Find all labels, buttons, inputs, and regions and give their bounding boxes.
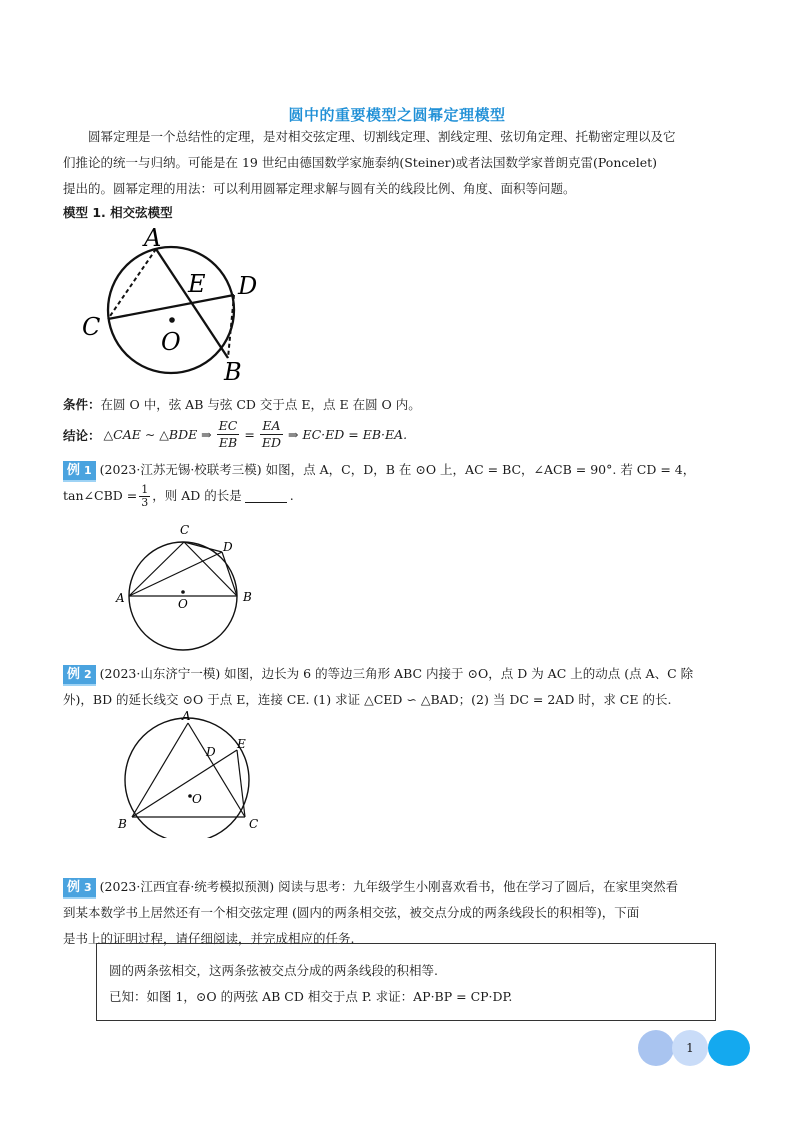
label-o: O: [178, 597, 188, 611]
example-2-line-1: (2023·山东济宁一模) 如图，边长为 6 的等边三角形 ABC 内接于 ⊙O，点 D 为 AC 上的动点 (点 A、C 除: [99, 666, 694, 681]
label-a: A: [144, 224, 162, 252]
label-d: D: [238, 272, 258, 300]
theorem-box-line-1: 圆的两条弦相交，这两条弦被交点分成的两条线段的积相等.: [109, 963, 438, 978]
label-c: C: [82, 313, 101, 341]
example-number: 3: [84, 881, 92, 894]
example-number: 2: [84, 668, 92, 681]
figure-intersecting-chords: [78, 222, 268, 387]
label-d: D: [223, 540, 233, 554]
fraction-numerator: EA: [262, 418, 281, 433]
segment-db: [228, 295, 234, 358]
figure-example-2: [112, 710, 272, 838]
example-tag-label: 例: [67, 667, 81, 682]
example-number: 1: [84, 464, 92, 477]
chord-cd: [108, 295, 234, 319]
example-tag: [63, 665, 96, 686]
label-c: C: [180, 523, 190, 537]
conclusion-label: 结论：: [63, 427, 101, 443]
intro-line-1: 圆幂定理是一个总结性的定理，是对相交弦定理、切割线定理、割线定理、弦切角定理、托勒密定理以及它: [88, 129, 676, 144]
example-tag-label: 例: [67, 880, 81, 895]
example-tag: [63, 461, 96, 482]
condition: [63, 395, 421, 413]
page-title: 圆中的重要模型之圆幂定理模型: [288, 106, 506, 124]
segment-ad: [129, 552, 222, 596]
label-d: D: [206, 745, 216, 759]
label-b: B: [224, 358, 242, 386]
example-2: [63, 661, 733, 713]
label-e: E: [188, 270, 206, 298]
example-1-question: ，则 AD 的长是: [152, 488, 242, 503]
figure-example-1: [112, 520, 262, 660]
label-a: A: [182, 710, 191, 723]
page-badge-circle-left: [638, 1030, 674, 1066]
segment-ec: [237, 750, 245, 817]
fraction-denominator: 3: [141, 495, 149, 509]
fraction-ea-ed: [260, 418, 283, 451]
conclusion: [63, 418, 407, 451]
segment-db: [222, 552, 237, 596]
conclusion-part2: ⇒ EC·ED = EB·EA.: [288, 427, 408, 442]
fraction-one-third: [139, 484, 150, 509]
example-3: [63, 874, 733, 952]
segment-ac: [129, 542, 184, 596]
condition-text: 在圆 O 中，弦 AB 与弦 CD 交于点 E，点 E 在圆 O 内。: [100, 397, 421, 412]
center-point: [169, 317, 175, 323]
example-3-line-1: (2023·江西宜春·统考模拟预测) 阅读与思考：九年级学生小刚喜欢看书，他在学习了圆后，在家里突然看: [99, 879, 679, 894]
label-c: C: [249, 817, 259, 831]
example-3-line-2: 到某本数学书上居然还有一个相交弦定理 (圆内的两条相交弦，被交点分成的两条线段长的积相等)，下面: [63, 905, 640, 920]
answer-blank[interactable]: [245, 490, 287, 503]
label-e: E: [237, 737, 246, 751]
intro-line-2: 们推论的统一与归纳。可能是在 19 世纪由德国数学家施泰纳(Steiner)或者法国数学家普朗克雷(Poncelet): [63, 155, 658, 170]
page-number: 1: [672, 1030, 708, 1066]
example-tag: [63, 878, 96, 899]
label-b: B: [243, 590, 252, 604]
page-badge-circle-right: [708, 1030, 750, 1066]
fraction-denominator: ED: [261, 435, 282, 450]
label-o: O: [161, 328, 181, 356]
period: .: [289, 488, 294, 503]
example-3-line-3: 是书上的证明过程，请仔细阅读，并完成相应的任务.: [63, 931, 355, 946]
example-1: [63, 457, 733, 509]
center-point: [181, 590, 185, 594]
example-tag-label: 例: [67, 463, 81, 478]
example-2-line-2: 外)，BD 的延长线交 ⊙O 于点 E，连接 CE. (1) 求证 △CED ∽ △BAD；(2) 当 DC = 2AD 时，求 CE 的长.: [63, 692, 672, 707]
circle-o: [125, 718, 249, 838]
label-o: O: [192, 792, 202, 806]
fraction-denominator: EB: [218, 435, 238, 450]
equals-sign: =: [244, 427, 255, 442]
label-b: B: [118, 817, 127, 831]
segment-ab: [132, 723, 188, 817]
conclusion-part1: △CAE ∼ △BDE ⇒: [103, 427, 212, 442]
label-a: A: [116, 591, 125, 605]
intro-paragraph: [63, 124, 733, 202]
example-1-line-1: (2023·江苏无锡·校联考三模) 如图，点 A，C，D，B 在 ⊙O 上，AC = BC，∠ACB = 90°. 若 CD = 4，: [99, 462, 696, 477]
section-heading: 模型 1. 相交弦模型: [63, 205, 173, 220]
theorem-box: [96, 943, 716, 1021]
fraction-ec-eb: [217, 418, 240, 451]
theorem-box-line-2: 已知：如图 1，⊙O 的两弦 AB CD 相交于点 P. 求证：AP·BP = CP·DP.: [109, 989, 513, 1004]
example-1-tan: tan∠CBD =: [63, 488, 138, 503]
fraction-numerator: EC: [218, 418, 238, 433]
page-number-badge: [638, 1030, 750, 1066]
segment-be: [132, 750, 237, 817]
intro-line-3: 提出的。圆幂定理的用法：可以利用圆幂定理求解与圆有关的线段比例、角度、面积等问题。: [63, 181, 576, 196]
condition-label: 条件：: [63, 397, 101, 412]
fraction-numerator: 1: [141, 482, 149, 496]
